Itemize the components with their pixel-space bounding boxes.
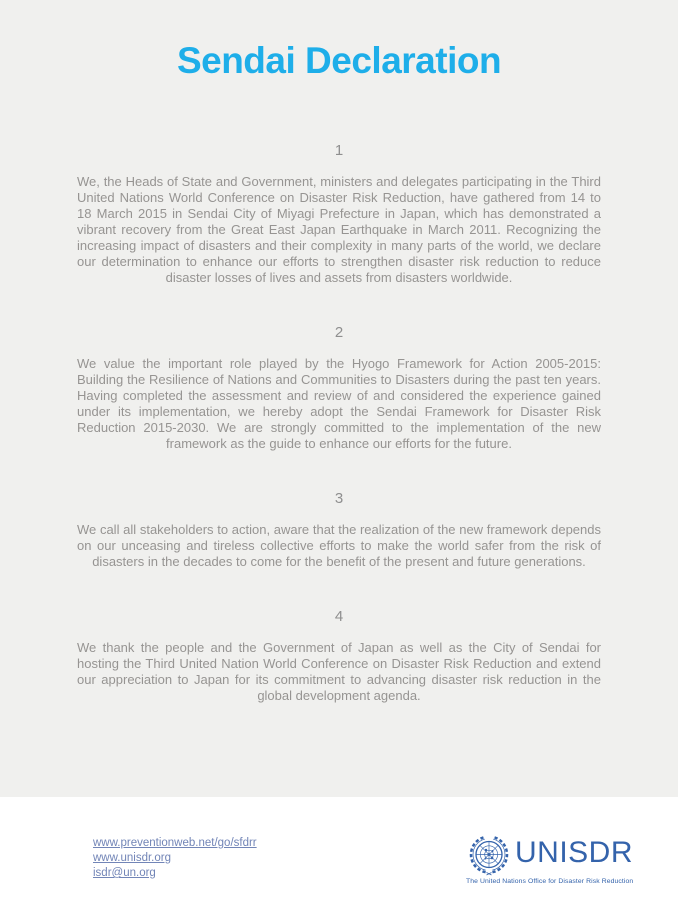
unisdr-logo [466,833,634,885]
section-number: 2 [334,324,344,341]
declaration-section-1 [77,142,601,286]
link-unisdr[interactable]: www.unisdr.org [93,852,171,864]
link-preventionweb[interactable]: www.preventionweb.net/go/sfdrr [93,837,257,849]
section-paragraph: We value the important role played by the Hyogo Framework for Action 2005-2015: Building the Resilience of Nations and Communities to Disasters during the past ten years. Having completed the assessment and review of and considered the experience gained under its implementation, we hereby adopt the Sendai Framework for Disaster Risk Reduction 2015-2030. We are strongly committed to the implementation of the new framework as the guide to enhance our efforts for the future. [77,356,601,451]
document-title: Sendai Declaration [176,40,502,81]
section-paragraph: We, the Heads of State and Government, ministers and delegates participating in the Third United Nations World Conference on Disaster Risk Reduction, have gathered from 14 to 18 March 2015 in Sendai City of Miyagi Prefecture in Japan, which has demonstrated a vibrant recovery from the Great East Japan Earthquake in March 2011. Recognizing the increasing impact of disasters and their complexity in many parts of the world, we declare our determination to enhance our efforts to strengthen disaster risk reduction to reduce disaster losses of lives and assets from disasters worldwide. [77,174,601,285]
footer-links [93,836,257,881]
link-isdr-email[interactable]: isdr@un.org [93,867,156,879]
section-paragraph: We call all stakeholders to action, aware that the realization of the new framework depends on our unceasing and tireless collective efforts to make the world safer from the risk of disasters in the decades to come for the benefit of the present and future generations. [77,522,601,569]
section-paragraph: We thank the people and the Government of Japan as well as the City of Sendai for hosting the Third United Nation World Conference on Disaster Risk Reduction and extend our appreciation to Japan for its commitment to advancing disaster risk reduction in the global development agenda. [77,640,601,703]
section-number: 3 [334,490,344,507]
unisdr-tagline: The United Nations Office for Disaster Risk Reduction [466,878,634,885]
unisdr-wordmark: UNISDR [515,836,634,869]
section-number: 1 [334,142,344,159]
un-emblem-icon [466,833,512,877]
declaration-section-2 [77,324,601,452]
declaration-section-4 [77,608,601,704]
document-body [77,142,601,704]
unisdr-logo-top [466,833,634,877]
declaration-section-3 [77,490,601,570]
section-number: 4 [334,608,344,625]
